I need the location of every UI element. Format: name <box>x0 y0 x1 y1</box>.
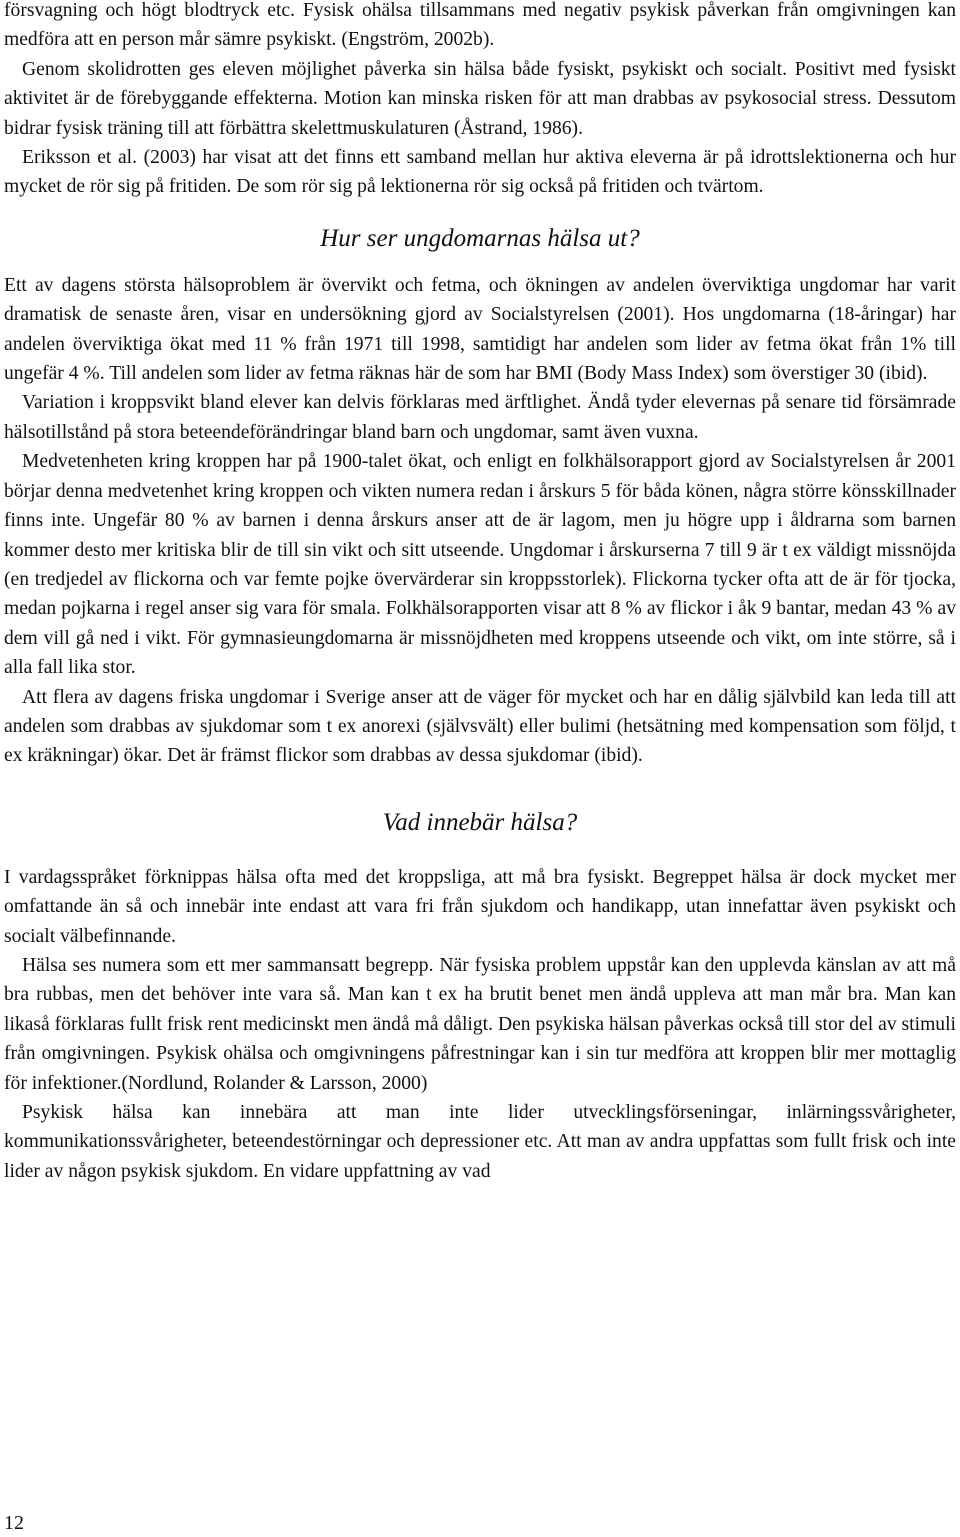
paragraph: I vardagsspråket förknippas hälsa ofta med det kroppsliga, att må bra fysiskt. Begreppet hälsa är dock mycket mer omfattande än så och innebär inte endast att vara fri från sjukdom och handikapp, utan innefattar även psykiskt och socialt välbefinnande. <box>4 866 956 947</box>
paragraph: Psykisk hälsa kan innebära att man inte lider utvecklingsförseningar, inlärningssvårigheter, kommunikationssvårigheter, beteendestörningar och depressioner etc. Att man av andra uppfattas som fullt frisk och inte lider av någon psykisk sjukdom. En vidare uppfattning av vad <box>4 1102 956 1182</box>
page-number: 12 <box>4 1512 24 1534</box>
paragraph: Medvetenheten kring kroppen har på 1900-talet ökat, och enligt en folkhälsorapport gjord av Socialstyrelsen år 2001 börjar denna medvetenhet kring kroppen och vikten numera redan i årskurs 5 för båda könen, några större könsskillnader finns inte. Ungefär 80 % av barnen i denna årskurs anser att de är lagom, men ju högre upp i åldrarna som barnen kommer desto mer kritiska blir de till sin vikt och sitt utseende. Ungdomar i årskurserna 7 till 9 är t ex väldigt missnöjda (en tredjedel av flickorna och var femte pojke övervärderar sin kroppsstorlek). Flickorna tycker ofta att de är för tjocka, medan pojkarna i regel anser sig vara för smala. Folkhälsorapporten visar att 8 % av flickor i åk 9 bantar, medan 43 % av dem vill gå ned i vikt. För gymnasieungdomarna är missnöjdheten med kroppens utseende och vikt, om inte större, så i alla fall lika stor. <box>4 451 956 679</box>
page-body <box>4 0 956 1186</box>
paragraph: Hälsa ses numera som ett mer sammansatt begrepp. När fysiska problem uppstår kan den upplevda känslan av att må bra rubbas, men det behöver inte vara så. Man kan t ex ha brutit benet men ändå uppleva att man mår bra. Man kan likaså förklaras fullt frisk rent medicinskt men ändå må dåligt. Den psykiska hälsan påverkas också till stor del av stimuli från omgivningen. Psykisk ohälsa och omgivningens påfrestningar kan i sin tur medföra att kroppen blir mer mottaglig för infektioner.(Nordlund, Rolander & Larsson, 2000) <box>4 954 956 1094</box>
paragraph: Genom skolidrotten ges eleven möjlighet påverka sin hälsa både fysiskt, psykiskt och socialt. Positivt med fysiskt aktivitet är de förebyggande effekterna. Motion kan minska risken för att man drabbas av psykosocial stress. Dessutom bidrar fysisk träning till att förbättra skelettmuskulaturen (Åstrand, 1986). <box>4 58 956 139</box>
section-heading: Hur ser ungdomarnas hälsa ut? <box>320 224 640 252</box>
paragraph: Variation i kroppsvikt bland elever kan delvis förklaras med ärftlighet. Ändå tyder elevernas på senare tid försämrade hälsotillstånd på stora beteendeförändringar bland barn och ungdomar, samt även vuxna. <box>4 392 956 443</box>
paragraph: Eriksson et al. (2003) har visat att det finns ett samband mellan hur aktiva eleverna är på idrottslektionerna och hur mycket de rör sig på fritiden. De som rör sig på lektionerna rör sig också på fritiden och tvärtom. <box>4 147 956 198</box>
section-heading: Vad innebär hälsa? <box>382 808 578 836</box>
paragraph: försvagning och högt blodtryck etc. Fysisk ohälsa tillsammans med negativ psykisk påverkan från omgivningen kan medföra att en person mår sämre psykiskt. (Engström, 2002b). <box>4 0 956 51</box>
paragraph: Ett av dagens största hälsoproblem är övervikt och fetma, och ökningen av andelen överviktiga ungdomar har varit dramatisk de senaste åren, visar en undersökning gjord av Socialstyrelsen (2001). Hos ungdomarna (18-åringar) har andelen överviktiga ökat med 11 % från 1971 till 1998, samtidigt har andelen som lider av fetma ökat från 1% till ungefär 4 %. Till andelen som lider av fetma räknas här de som har BMI (Body Mass Index) som överstiger 30 (ibid). <box>4 274 956 385</box>
paragraph: Att flera av dagens friska ungdomar i Sverige anser att de väger för mycket och har en dålig självbild kan leda till att andelen som drabbas av sjukdomar som t ex anorexi (självsvält) eller bulimi (hetsätning med kompensation som följd, t ex kräkningar) ökar. Det är främst flickor som drabbas av dessa sjukdomar (ibid). <box>4 686 956 767</box>
